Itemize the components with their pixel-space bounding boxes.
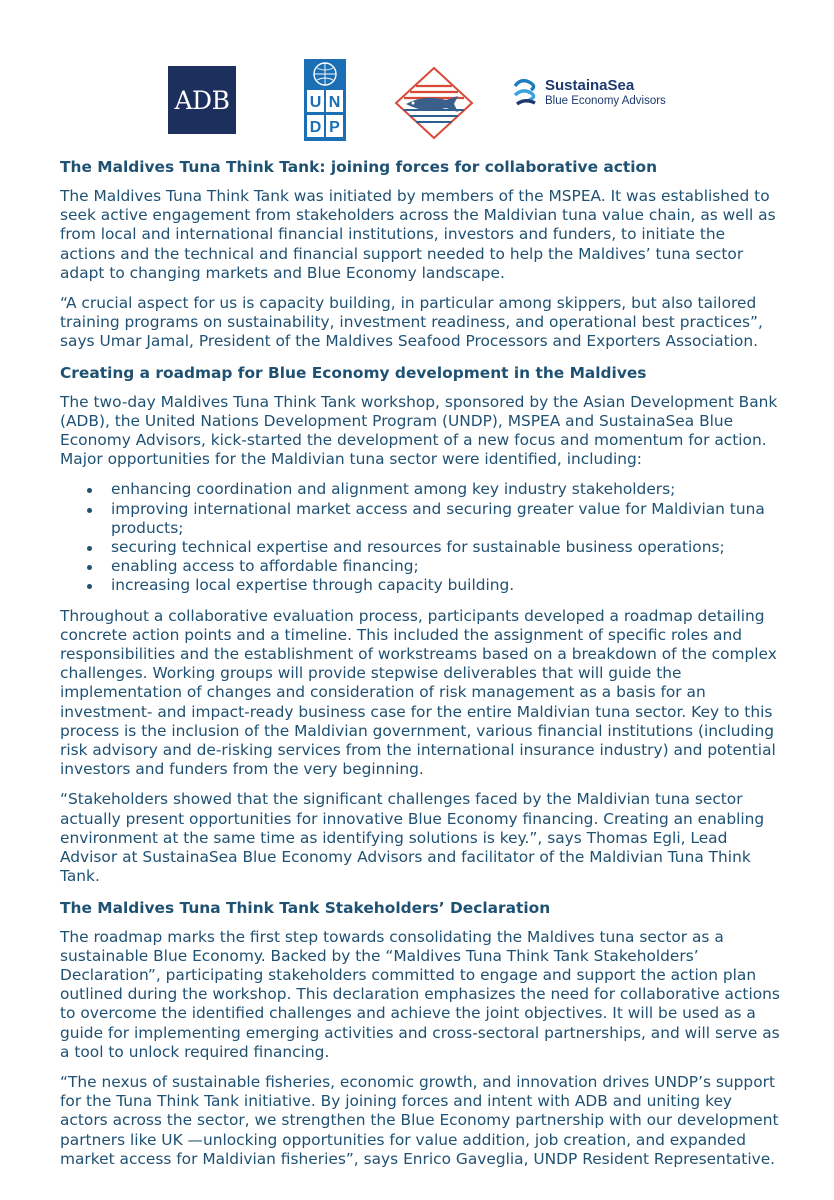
quote-paragraph: “The nexus of sustainable fisheries, economic growth, and innovation drives UNDP’s support for the Tuna Think Tank initiative. By joining forces and intent with ADB and uniting key actors across the sector, we strengthen the Blue Economy partnership with our development partners like UK —unlocking opportunities for value addition, job creation, and expanded market access for Maldivian fisheries”, says Enrico Gaveglia, UNDP Resident Representative.	[60, 1072, 779, 1168]
undp-logo	[304, 59, 346, 141]
paragraph: The roadmap marks the first step towards consolidating the Maldives tuna sector as a sustainable Blue Economy. Backed by the “Maldives Tuna Think Tank Stakeholders’ Declaration”, participating stakeholders committed to engage and support the action plan outlined during the workshop. This declaration emphasizes the need for collaborative actions to overcome the identified challenges and achieve the joint objectives. It will be used as a guide for implementing emerging activities and cross-sectoral partnerships, and will serve as a tool to unlock required financing.	[60, 927, 780, 1061]
sustainasea-name: SustainaSea	[545, 77, 635, 94]
sustainasea-tagline: Blue Economy Advisors	[545, 95, 666, 107]
list-item: enabling access to affordable financing;	[111, 557, 780, 576]
section-heading: The Maldives Tuna Think Tank Stakeholders’ Declaration	[60, 898, 551, 917]
section-heading: Creating a roadmap for Blue Economy development in the Maldives	[60, 363, 647, 382]
list-item: enhancing coordination and alignment among key industry stakeholders;	[111, 480, 780, 499]
wave-icon	[511, 76, 541, 110]
undp-letter-n: N	[328, 94, 341, 111]
paragraph: The two-day Maldives Tuna Think Tank workshop, sponsored by the Asian Development Bank (ADB), the United Nations Development Program (UNDP), MSPEA and SustainaSea Blue Economy Advisors, kick-started the development of a new focus and momentum for action. Major opportunities for the Maldivian tuna sector were identified, including:	[60, 392, 778, 469]
list-item: increasing local expertise through capacity building.	[111, 576, 780, 595]
logo-bar	[0, 56, 834, 146]
paragraph: The Maldives Tuna Think Tank was initiated by members of the MSPEA. It was established to seek active engagement from stakeholders across the Maldivian tuna value chain, as well as from local and international financial institutions, investors and funders, to initiate the actions and the technical and financial support needed to help the Maldives’ tuna sector adapt to changing markets and Blue Economy landscape.	[60, 187, 776, 282]
undp-letter-p: P	[329, 119, 340, 136]
section-heading: The Maldives Tuna Think Tank: joining forces for collaborative action	[60, 158, 658, 176]
adb-logo	[168, 66, 236, 134]
quote-paragraph: “Stakeholders showed that the significant challenges faced by the Maldivian tuna sector actually present opportunities for innovative Blue Economy financing. Creating an enabling environment at the same time as identifying solutions is key.”, says Thomas Egli, Lead Advisor at SustainaSea Blue Economy Advisors and facilitator of the Maldivian Tuna Think Tank.	[60, 790, 765, 886]
quote-paragraph: “A crucial aspect for us is capacity building, in particular among skippers, but also tailored training programs on sustainability, investment readiness, and operational best practices”, says Umar Jamal, President of the Maldives Seafood Processors and Exporters Association.	[60, 294, 763, 351]
undp-letter-d: D	[309, 119, 322, 136]
paragraph: Throughout a collaborative evaluation process, participants developed a roadmap detailing concrete action points and a timeline. This included the assignment of specific roles and responsibilities and the establishment of workstreams based on a breakdown of the complex challenges. Working groups will provide stepwise deliverables that will guide the implementation of changes and consideration of risk management as a basis for an investment- and impact-ready business case for the entire Maldivian tuna sector. Key to this process is the inclusion of the Maldivian government, various financial institutions (including risk advisory and de-risking services from the international insurance industry) and potential investors and funders from the very beginning.	[60, 606, 777, 779]
sustainasea-logo	[511, 74, 691, 114]
list-item: securing technical expertise and resources for sustainable business operations;	[111, 538, 780, 557]
adb-logo-text: ADB	[174, 85, 230, 115]
article-body	[60, 157, 780, 1180]
opportunities-list	[60, 480, 780, 595]
undp-letter-u: U	[309, 94, 322, 111]
mspea-logo	[394, 66, 474, 140]
list-item: improving international market access and securing greater value for Maldivian tuna products;	[111, 500, 780, 538]
